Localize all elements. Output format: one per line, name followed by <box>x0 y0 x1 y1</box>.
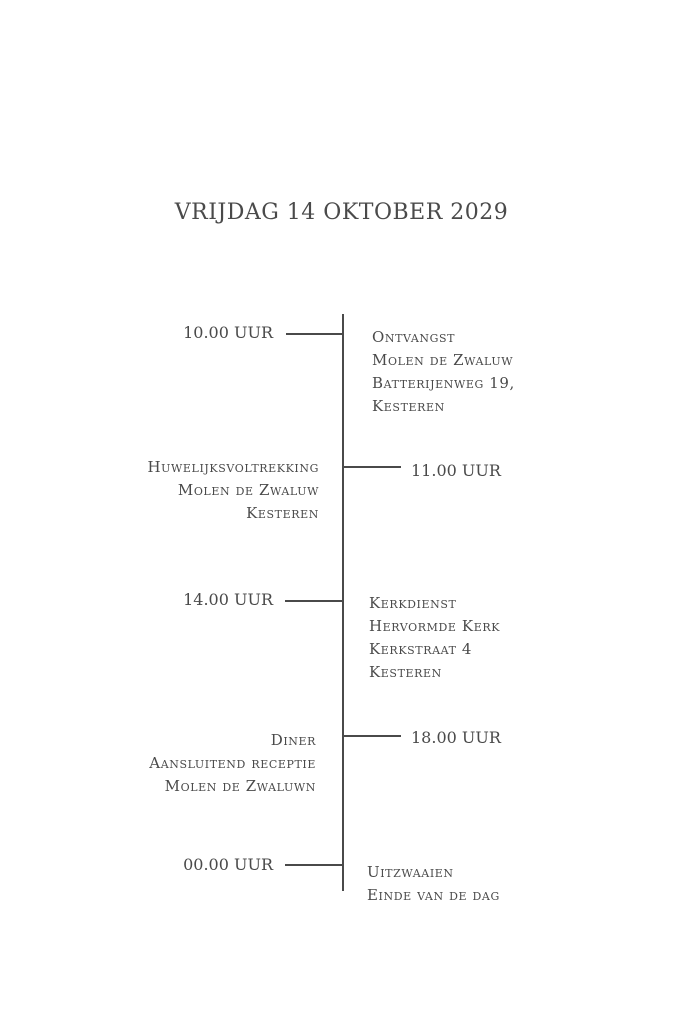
event-description-line: Molen de Zwaluw <box>177 481 319 499</box>
timeline-line <box>342 314 344 891</box>
event-description-line: Hervormde Kerk <box>369 617 501 635</box>
event-time: 14.00 UUR <box>183 590 273 609</box>
event-description-line: Einde van de dag <box>367 886 500 904</box>
timeline-connector <box>286 333 343 335</box>
event-description <box>372 326 515 418</box>
event-description <box>149 729 316 798</box>
event-description-line: Aansluitend receptie <box>149 754 316 772</box>
event-description-line: Diner <box>270 731 316 749</box>
event-description-line: Molen de Zwaluw <box>372 351 514 369</box>
event-description-line: Molen de Zwaluwn <box>164 777 316 795</box>
timeline-connector <box>285 864 343 866</box>
event-description-line: Kesteren <box>246 504 319 522</box>
event-description-line: Ontvangst <box>372 328 456 346</box>
event-description-line: Kerkstraat 4 <box>369 640 473 658</box>
event-time: 10.00 UUR <box>183 323 273 342</box>
event-description-line: Kesteren <box>372 397 445 415</box>
event-time: 00.00 UUR <box>183 855 273 874</box>
event-time: 11.00 UUR <box>411 461 501 480</box>
event-description <box>369 592 500 684</box>
event-description <box>367 861 500 907</box>
event-description-line: Huwelijksvoltrekking <box>147 458 319 476</box>
event-description <box>147 456 319 525</box>
timeline-connector <box>285 600 343 602</box>
event-description-line: Batterijenweg 19, <box>372 374 515 392</box>
timeline-connector <box>343 735 401 737</box>
event-description-line: Kesteren <box>369 663 442 681</box>
timeline-connector <box>343 466 401 468</box>
event-description-line: Uitzwaaien <box>367 863 454 881</box>
event-time: 18.00 UUR <box>411 728 501 747</box>
page-title: VRIJDAG 14 OKTOBER 2029 <box>174 200 509 225</box>
event-description-line: Kerkdienst <box>369 594 457 612</box>
